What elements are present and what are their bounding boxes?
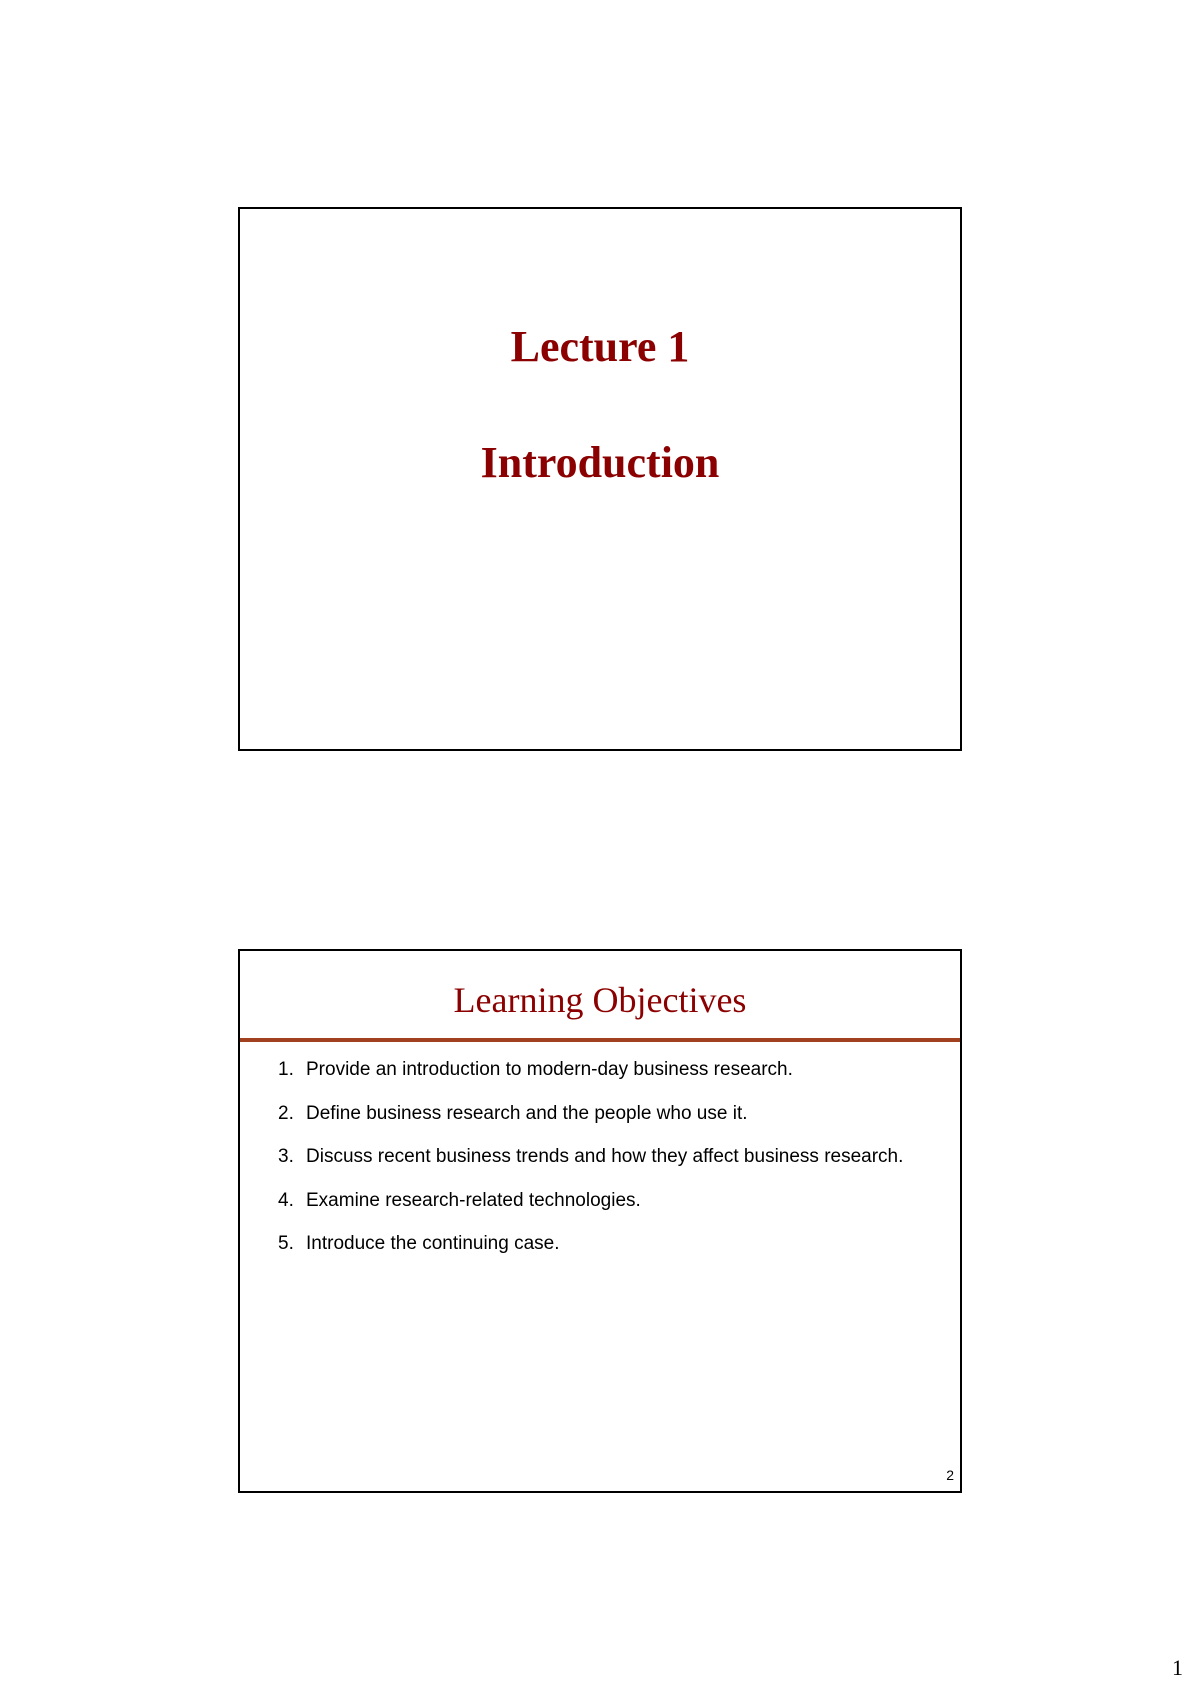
slide-heading: Learning Objectives — [453, 980, 747, 1020]
item-text: Introduce the continuing case. — [306, 1233, 560, 1254]
list-item — [278, 1233, 930, 1277]
slide-learning-objectives — [238, 949, 962, 1493]
item-number: 1. — [278, 1059, 294, 1080]
item-number: 3. — [278, 1146, 294, 1167]
item-text: Provide an introduction to modern-day business research. — [306, 1059, 793, 1080]
item-text: Discuss recent business trends and how they affect business research. — [306, 1146, 904, 1167]
list-item — [278, 1190, 930, 1234]
item-number: 2. — [278, 1102, 294, 1124]
lecture-number: Lecture 1 — [510, 322, 690, 371]
list-item — [278, 1059, 930, 1103]
lecture-title: Introduction — [480, 438, 720, 487]
objectives-list — [278, 1059, 930, 1277]
slide-header — [240, 951, 960, 1039]
list-item — [278, 1146, 930, 1190]
item-number: 4. — [278, 1189, 294, 1211]
item-number: 5. — [278, 1233, 294, 1254]
list-item — [278, 1103, 930, 1147]
slide-title — [238, 207, 962, 751]
slide-number: 2 — [946, 1467, 954, 1483]
item-text: Examine research-related technologies. — [306, 1189, 641, 1211]
header-divider — [240, 1038, 960, 1042]
item-text: Define business research and the people who use it. — [306, 1102, 748, 1124]
page-number: 1 — [1172, 1655, 1183, 1680]
